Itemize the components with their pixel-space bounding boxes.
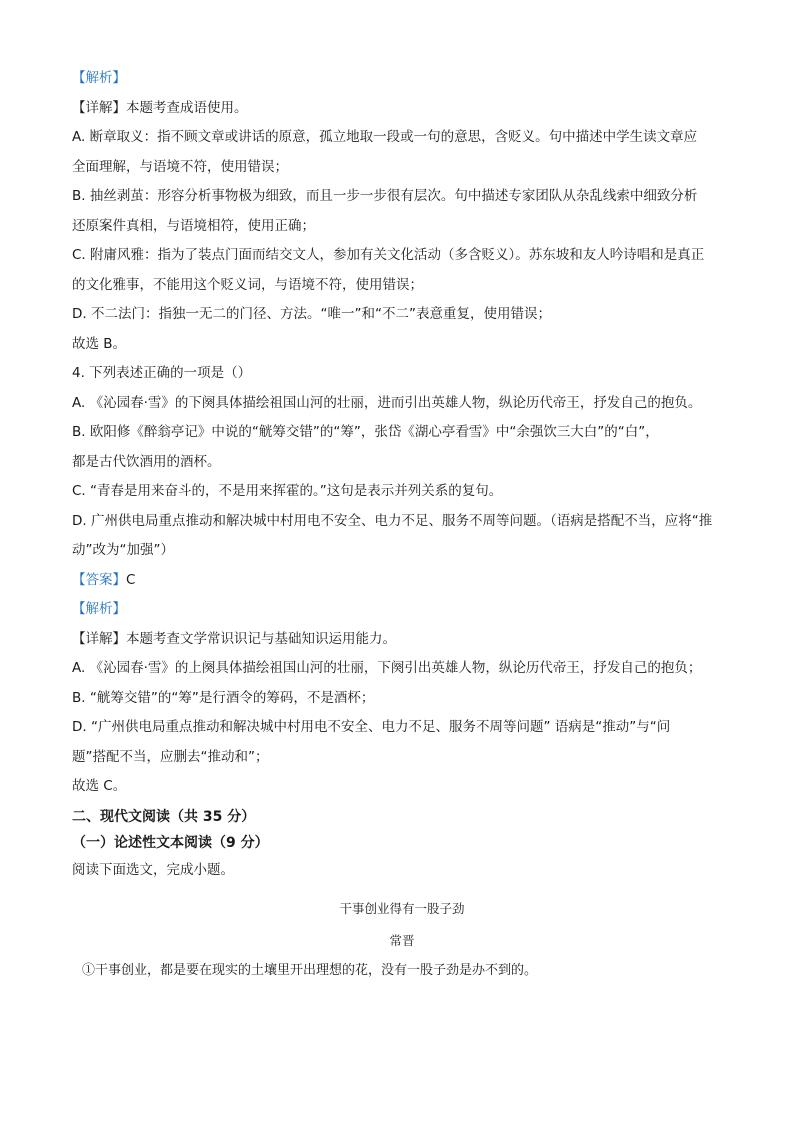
q4-analysis-a: A. 《沁园春·雪》的上阕具体描绘祖国山河的壮丽，下阕引出英雄人物，纵论历代帝王，抒发自己的抱负； (72, 660, 702, 676)
q4-analysis-d-line-1: D. “广州供电局重点推动和解决城中村用电不安全、电力不足、服务不周等问题” 语病是“推动”与“问 (72, 719, 671, 735)
idiom-d-line-1: D. 不二法门：指独一无二的门径、方法。“唯一”和“不二”表意重复，使用错误； (72, 306, 551, 322)
detail-text-1: 本题考查成语使用。 (126, 99, 248, 116)
detail-line-2 (72, 625, 732, 655)
answer-line (72, 566, 732, 596)
conclusion-2: 故选 C。 (72, 778, 127, 794)
analysis-tag-2: 【解析】 (72, 601, 126, 617)
question-4-stem: 4. 下列表述正确的一项是（） (72, 365, 252, 381)
q4-analysis-b: B. “觥筹交错”的“筹”是行酒令的筹码，不是酒杯； (72, 689, 375, 706)
q4-option-a: A. 《沁园春·雪》的下阕具体描绘祖国山河的壮丽，进而引出英雄人物，纵论历代帝王，抒发自己的抱负。 (72, 394, 702, 411)
article-title: 干事创业得有一股子劲 (339, 901, 465, 916)
idiom-c-line-2: 的文化雅事，不能用这个贬义词，与语境不符，使用错误； (72, 276, 423, 293)
reading-instruction: 阅读下面选文，完成小题。 (72, 861, 234, 878)
q4-option-d-line-2: 动”改为“加强”） (72, 542, 174, 558)
conclusion-1: 故选 B。 (72, 335, 127, 352)
idiom-b-line-1: B. 抽丝剥茧：形容分析事物极为细致，而且一步一步很有层次。句中描述专家团队从杂乱线索中细致分析 (72, 188, 698, 204)
subsection-heading: （一）论述性文本阅读（9 分） (72, 834, 269, 851)
q4-analysis-d-line-2: 题”搭配不当，应删去“推动和”； (72, 748, 269, 765)
detail-text-2: 本题考查文学常识识记与基础知识运用能力。 (126, 630, 396, 647)
idiom-a-line-2: 全面理解，与语境不符，使用错误； (72, 158, 288, 175)
article-author: 常晋 (389, 933, 415, 948)
q4-option-c: C. “青春是用来奋斗的，不是用来挥霍的。”这句是表示并列关系的复句。 (72, 483, 503, 499)
article-paragraph-1: ①干事创业，都是要在现实的土壤里开出理想的花，没有一股子劲是办不到的。 (82, 963, 538, 978)
analysis-tag-1: 【解析】 (72, 70, 126, 86)
detail-tag-1: 【详解】 (72, 99, 126, 116)
section-heading: 二、现代文阅读（共 35 分） (72, 808, 256, 825)
document-page (72, 64, 732, 985)
idiom-c-line-1: C. 附庸风雅：指为了装点门面而结交文人，参加有关文化活动（多含贬义）。苏东坡和友人吟诗唱和是真正 (72, 247, 705, 263)
idiom-a-line-1: A. 断章取义：指不顾文章或讲话的原意，孤立地取一段或一句的意思，含贬义。句中描述中学生读文章应 (72, 129, 698, 145)
q4-option-b-line-2: 都是古代饮酒用的酒杯。 (72, 453, 221, 470)
idiom-b-line-2: 还原案件真相，与语境相符，使用正确； (72, 217, 315, 234)
q4-option-b-line-1: B. 欧阳修《醉翁亭记》中说的“觥筹交错”的“筹”，张岱《湖心亭看雪》中“余强饮三大白”的“白”， (72, 424, 659, 440)
answer-value: C (126, 571, 136, 588)
q4-option-d-line-1: D. 广州供电局重点推动和解决城中村用电不安全、电力不足、服务不周等问题。（语病是搭配不当，应将“推 (72, 512, 713, 529)
answer-tag: 【答案】 (72, 571, 126, 588)
detail-tag-2: 【详解】 (72, 630, 126, 647)
detail-line-1 (72, 94, 732, 124)
